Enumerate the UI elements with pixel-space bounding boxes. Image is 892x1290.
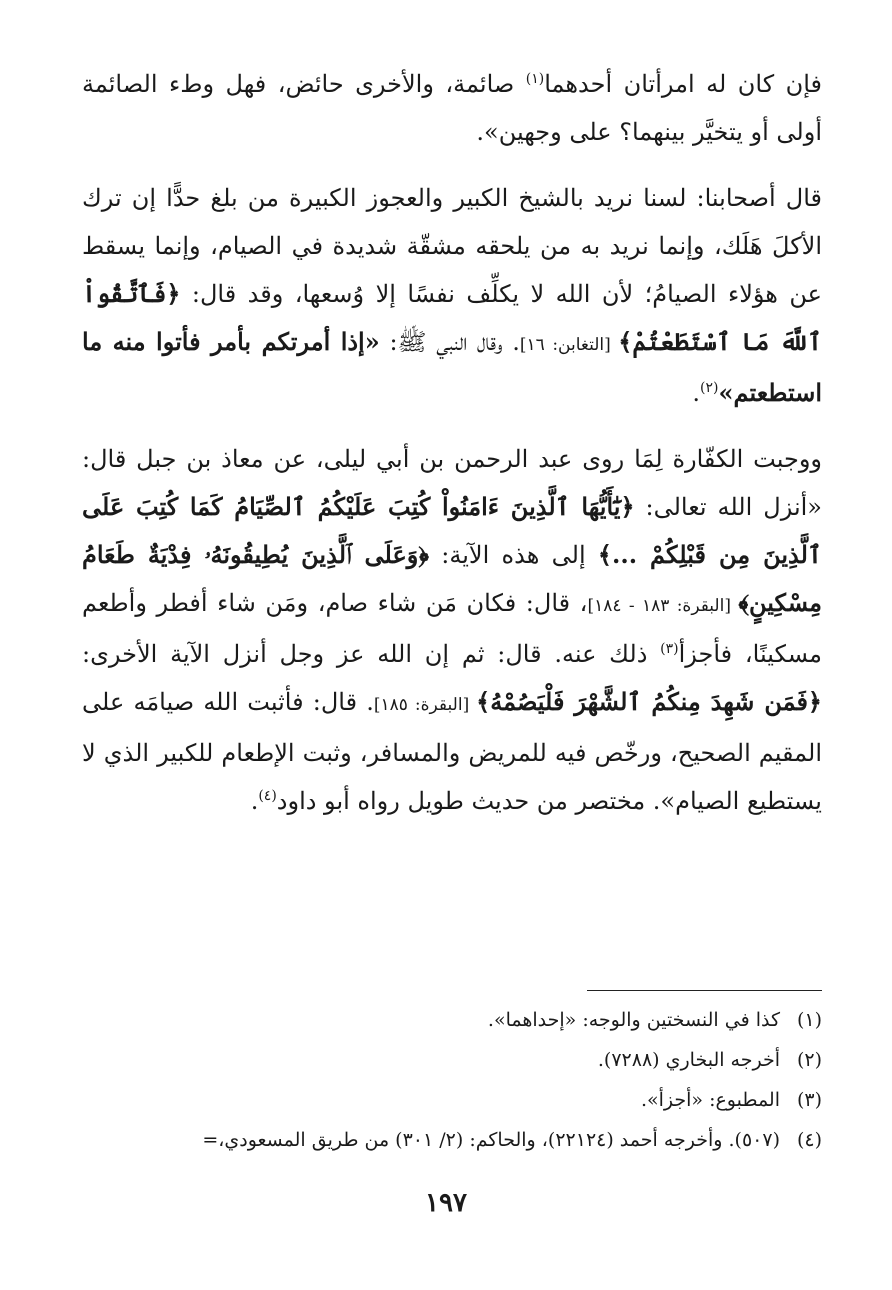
footnote-number: (٤) xyxy=(796,1129,822,1151)
hadith-quote: «إذا أمرتكم بأمر فأتوا منه ما استطعتم» xyxy=(82,327,822,407)
quran-verse-baqara-185: ﴿فَمَن شَهِدَ مِنكُمُ ٱلشَّهْرَ فَلْيَصُمْهُ﴾ xyxy=(476,687,822,716)
footnote-number: (٣) xyxy=(796,1089,822,1111)
page-number: ١٩٧ xyxy=(425,1188,467,1218)
quran-verse-taghabun: ﴿فَٱتَّقُواْ ٱللَّهَ مَا ٱسْتَطَعْتُمْ﴾ xyxy=(82,279,822,356)
paragraph-2 xyxy=(82,174,822,417)
paragraph-3-text-a: ووجبت الكفّارة لِمَا روى عبد الرحمن بن أبي ليلى، عن معاذ بن جبل قال: «أنزل الله تعالى: xyxy=(82,445,822,521)
footnote-ref-2: (٢) xyxy=(700,380,719,396)
paragraph-1 xyxy=(82,60,822,156)
quran-verse-baqara-183: ﴿يَٰٓأَيُّهَا ٱلَّذِينَ ءَامَنُواْ كُتِبَ عَلَيْكُمُ ٱلصِّيَامُ كَمَا كُتِبَ عَلَى ٱلَّذِينَ مِن قَبْلِكُمْ ...﴾ xyxy=(82,492,822,569)
footnote-text: أخرجه البخاري (٧٢٨٨). xyxy=(597,1049,780,1071)
footnote-text: المطبوع: «أجزأ». xyxy=(640,1089,780,1111)
footnote-text: كذا في النسختين والوجه: «إحداهما». xyxy=(487,1009,780,1031)
footnote-divider xyxy=(587,990,822,991)
main-text xyxy=(82,60,822,825)
paragraph-2-text-c: . xyxy=(692,379,701,407)
verse-reference-baqara-183-184: [البقرة: ١٨٣ - ١٨٤] xyxy=(587,596,739,616)
footnote-ref-3: (٣) xyxy=(660,641,679,657)
verse-reference-baqara-185: [البقرة: ١٨٥] xyxy=(373,695,477,715)
paragraph-2-text-b: . وقال النبي ﷺ: xyxy=(379,328,520,356)
footnote-4 xyxy=(55,1120,822,1160)
footnote-ref-1: (١) xyxy=(525,71,545,87)
paragraph-1-text-b: صائمة، والأخرى حائض، فهل وطء الصائمة أولى أو يتخيَّر بينهما؟ على وجهين». xyxy=(82,70,822,146)
paragraph-2-text-a: قال أصحابنا: لسنا نريد بالشيخ الكبير والعجوز الكبيرة من بلغ حدًّا إن ترك الأكلَ هَلَك، وإنما نريد به من يلحقه مشقّة شديدة في الصيام، وإنما يسقط عن هؤلاء الصيامُ؛ لأن الله لا يكلِّف نفسًا إلا وُسعها، وقد قال: xyxy=(82,184,822,308)
paragraph-1-text-a: فإن كان له امرأتان أحدهما xyxy=(544,70,822,98)
footnote-3 xyxy=(55,1080,822,1120)
paragraph-3-text-c: ، قال: فكان مَن شاء صام، ومَن شاء أفطر وأطعم مسكينًا، فأجزأ xyxy=(82,589,822,668)
paragraph-3-text-d: ذلك عنه. قال: ثم إن الله عز وجل أنزل الآية الأخرى: xyxy=(82,640,661,668)
verse-reference-taghabun: [التغابن: ١٦] xyxy=(519,335,619,355)
paragraph-3-text-b: إلى هذه الآية: xyxy=(429,541,598,569)
footnotes xyxy=(55,1000,822,1160)
footnote-2 xyxy=(55,1040,822,1080)
footnote-1 xyxy=(55,1000,822,1040)
footnote-number: (٢) xyxy=(796,1049,822,1071)
paragraph-3-text-e: . قال: فأثبت الله صيامَه على المقيم الصحيح، ورخّص فيه للمريض والمسافر، وثبت الإطعام للكبير الذي لا يستطيع الصيام». مختصر من حديث طويل رواه أبو داود xyxy=(82,688,822,815)
footnote-ref-4: (٤) xyxy=(258,788,277,804)
footnote-number: (١) xyxy=(796,1009,822,1031)
paragraph-3-text-f: . xyxy=(250,787,259,815)
paragraph-3 xyxy=(82,435,822,825)
footnote-text: (٥٠٧). وأخرجه أحمد (٢٢١٢٤)، والحاكم: (٢/ ٣٠١) من طريق المسعودي،= xyxy=(202,1129,780,1151)
quran-verse-baqara-184: ﴿وَعَلَى ٱلَّذِينَ يُطِيقُونَهُۥ فِدْيَةٌ طَعَامُ مِسْكِينٍ﴾ xyxy=(82,540,822,617)
